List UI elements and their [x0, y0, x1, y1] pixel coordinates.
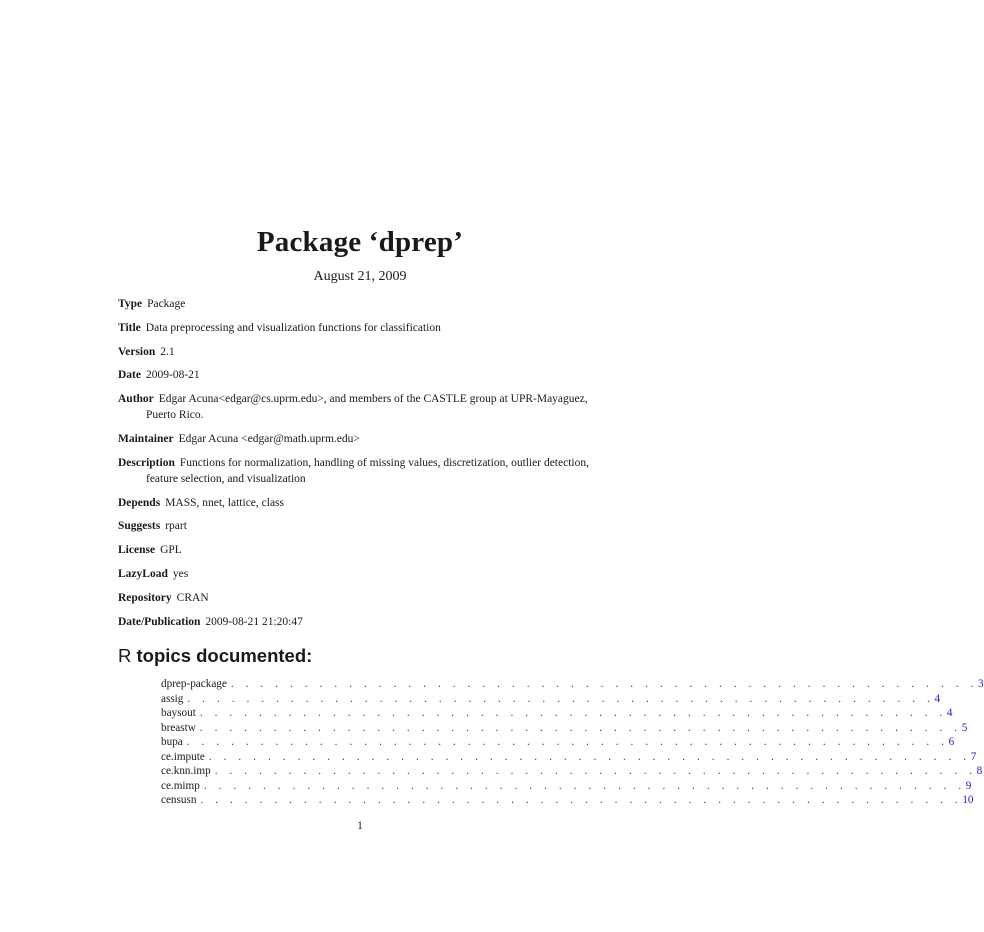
toc-heading-prefix: R — [118, 645, 132, 666]
toc-entry[interactable] — [161, 750, 977, 765]
field-label: LazyLoad — [118, 567, 168, 580]
toc-dot-leader: . . . . . . . . . . . . . . . . . . . . . . . . . . . . . . . . . . . . . . . . . . . . . . . . . . . . — [200, 794, 963, 806]
toc-page-link[interactable]: 6 — [948, 736, 955, 748]
toc-page-link[interactable]: 5 — [961, 721, 968, 734]
toc-page-link[interactable]: 4 — [946, 707, 953, 719]
toc-entry-name: assig — [161, 692, 184, 705]
field-label: Maintainer — [118, 432, 174, 445]
toc-dot-leader: . . . . . . . . . . . . . . . . . . . . . . . . . . . . . . . . . . . . . . . . . . . . . . . . . . . . — [203, 779, 966, 792]
field-value: yes — [172, 567, 189, 580]
toc-entry-name: baysout — [161, 707, 196, 719]
toc-heading-text: topics documented: — [136, 645, 313, 666]
description-fields — [118, 296, 608, 637]
toc-dot-leader: . . . . . . . . . . . . . . . . . . . . . . . . . . . . . . . . . . . . . . . . . . . . . . . . . . . . — [186, 736, 949, 748]
field-value: MASS, nnet, lattice, class — [165, 496, 285, 509]
toc-page-link[interactable]: 8 — [976, 765, 983, 777]
toc-entry[interactable] — [161, 692, 941, 707]
toc-dot-leader: . . . . . . . . . . . . . . . . . . . . . . . . . . . . . . . . . . . . . . . . . . . . . . . . . . . — [230, 678, 978, 690]
field-label: Date/Publication — [118, 615, 201, 628]
toc-dot-leader: . . . . . . . . . . . . . . . . . . . . . . . . . . . . . . . . . . . . . . . . . . . . . . . . . . . — [199, 707, 947, 719]
toc-entry[interactable] — [161, 779, 972, 794]
field-value: 2.1 — [160, 345, 175, 358]
field-date — [118, 367, 608, 383]
toc-entry-name: dprep-package — [161, 678, 227, 690]
toc-entry-name: ce.knn.imp — [161, 765, 211, 777]
field-version — [118, 344, 608, 360]
field-date-publication — [118, 614, 608, 630]
toc-page-link[interactable]: 7 — [970, 750, 977, 763]
field-value: GPL — [160, 544, 182, 557]
field-label: Repository — [118, 591, 172, 604]
toc-entry[interactable] — [161, 735, 955, 750]
field-maintainer — [118, 431, 608, 447]
field-value: Package — [147, 298, 186, 310]
toc-entry-name: ce.mimp — [161, 779, 200, 792]
toc-entry-name: censusn — [161, 794, 197, 806]
field-license — [118, 542, 608, 558]
field-value: Edgar Acuna <edgar@math.uprm.edu> — [178, 432, 360, 445]
field-type — [118, 296, 608, 312]
field-repository — [118, 590, 608, 606]
toc-dot-leader: . . . . . . . . . . . . . . . . . . . . . . . . . . . . . . . . . . . . . . . . . . . . . . . . . . . — [187, 692, 935, 705]
toc-entry-name: bupa — [161, 736, 183, 748]
field-label: Type — [118, 298, 143, 310]
field-value: Functions for normalization, handling of missing values, discretization, outlier detection, feature selection, and visualization — [146, 456, 589, 485]
toc-heading — [118, 645, 312, 667]
field-label: License — [118, 544, 156, 557]
page-number: 1 — [357, 820, 363, 832]
field-label: Author — [118, 393, 154, 406]
toc-page-link[interactable]: 3 — [977, 678, 984, 690]
table-of-contents — [161, 677, 984, 808]
toc-page-link[interactable]: 9 — [965, 779, 972, 792]
field-value: Edgar Acuna<edgar@cs.uprm.edu>, and members of the CASTLE group at UPR-Mayaguez, Puerto Rico. — [146, 393, 588, 422]
field-title — [118, 320, 608, 336]
toc-entry[interactable] — [161, 706, 953, 721]
document-title: Package ‘dprep’ — [256, 226, 464, 258]
field-value: CRAN — [176, 591, 209, 604]
field-label: Description — [118, 456, 175, 469]
toc-dot-leader: . . . . . . . . . . . . . . . . . . . . . . . . . . . . . . . . . . . . . . . . . . . . . . . . . . . . — [214, 765, 977, 777]
toc-entry[interactable] — [161, 677, 984, 692]
toc-page-link[interactable]: 4 — [934, 692, 941, 705]
field-label: Version — [118, 345, 156, 358]
document-date: August 21, 2009 — [313, 269, 407, 284]
field-value: rpart — [165, 520, 187, 533]
field-label: Date — [118, 369, 141, 382]
field-depends — [118, 495, 608, 511]
toc-entry[interactable] — [161, 793, 974, 808]
toc-dot-leader: . . . . . . . . . . . . . . . . . . . . . . . . . . . . . . . . . . . . . . . . . . . . . . . . . . . . — [208, 750, 971, 763]
toc-entry[interactable] — [161, 764, 983, 779]
field-lazyload — [118, 566, 608, 582]
field-value: 2009-08-21 — [146, 369, 200, 382]
field-label: Suggests — [118, 520, 161, 533]
field-label: Title — [118, 321, 141, 334]
field-value: 2009-08-21 21:20:47 — [205, 615, 303, 628]
field-author — [118, 391, 608, 423]
toc-entry-name: breastw — [161, 721, 196, 734]
toc-dot-leader: . . . . . . . . . . . . . . . . . . . . . . . . . . . . . . . . . . . . . . . . . . . . . . . . . . . . — [199, 721, 962, 734]
field-value: Data preprocessing and visualization functions for classification — [145, 321, 441, 334]
toc-entry[interactable] — [161, 721, 968, 736]
toc-entry-name: ce.impute — [161, 750, 205, 763]
toc-page-link[interactable]: 10 — [962, 794, 974, 806]
field-description — [118, 455, 608, 487]
field-suggests — [118, 518, 608, 534]
field-label: Depends — [118, 496, 161, 509]
